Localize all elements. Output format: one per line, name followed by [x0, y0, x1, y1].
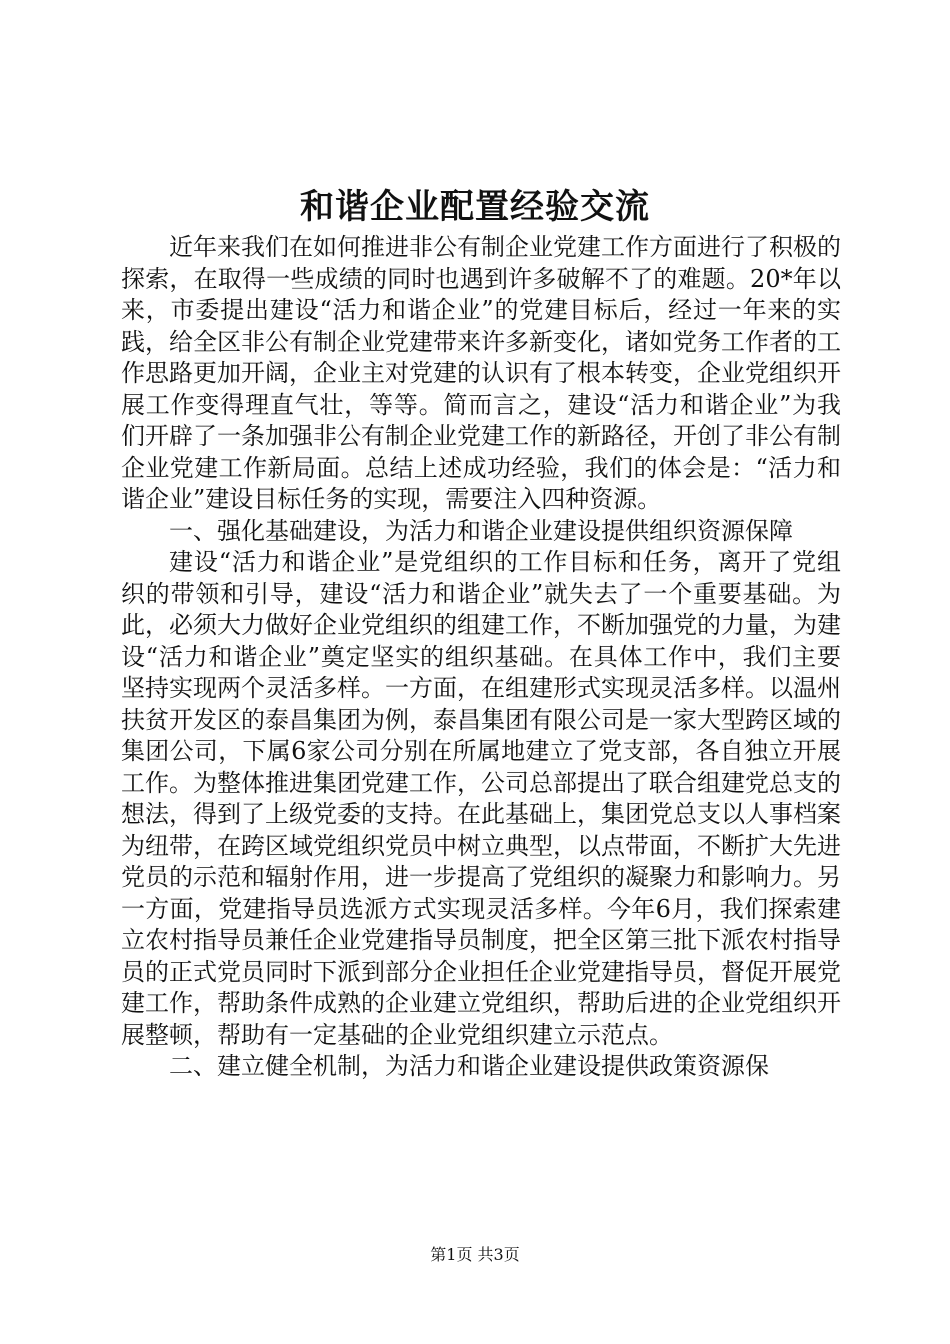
section-heading-1: 一、强化基础建设，为活力和谐企业建设提供组织资源保障 — [169, 516, 793, 545]
document-title: 和谐企业配置经验交流 — [300, 187, 650, 227]
paragraph-intro: 近年来我们在如何推进非公有制企业党建工作方面进行了积极的探索，在取得一些成绩的同时也遇到许多破解不了的难题。20*年以来，市委提出建设“活力和谐企业”的党建目标后，经过一年来的实践，给全区非公有制企业党建带来许多新变化，诸如党务工作者的工作思路更加开阔，企业主对党建的认识有了根本转变，企业党组织开展工作变得理直气壮，等等。简而言之，建设“活力和谐企业”为我们开辟了一条加强非公有制企业党建工作的新路径，开创了非公有制企业党建工作新局面。总结上述成功经验，我们的体会是：“活力和谐企业”建设目标任务的实现，需要注入四种资源。 — [121, 233, 841, 513]
document-body — [121, 232, 841, 1083]
page-footer: 第1页 共3页 — [430, 1245, 520, 1264]
paragraph-section-1: 建设“活力和谐企业”是党组织的工作目标和任务，离开了党组织的带领和引导，建设“活力和谐企业”就失去了一个重要基础。为此，必须大力做好企业党组织的组建工作，不断加强党的力量，为建设“活力和谐企业”奠定坚实的组织基础。在具体工作中，我们主要坚持实现两个灵活多样。一方面，在组建形式实现灵活多样。以温州扶贫开发区的泰昌集团为例，泰昌集团有限公司是一家大型跨区域的集团公司，下属6家公司分别在所属地建立了党支部，各自独立开展工作。为整体推进集团党建工作，公司总部提出了联合组建党总支的想法，得到了上级党委的支持。在此基础上，集团党总支以人事档案为纽带，在跨区域党组织党员中树立典型，以点带面，不断扩大先进党员的示范和辐射作用，进一步提高了党组织的凝聚力和影响力。另一方面，党建指导员选派方式实现灵活多样。今年6月，我们探索建立农村指导员兼任企业党建指导员制度，把全区第三批下派农村指导员的正式党员同时下派到部分企业担任企业党建指导员，督促开展党建工作，帮助条件成熟的企业建立党组织，帮助后进的企业党组织开展整顿，帮助有一定基础的企业党组织建立示范点。 — [121, 548, 841, 1049]
section-heading-2: 二、建立健全机制，为活力和谐企业建设提供政策资源保 — [169, 1052, 769, 1080]
